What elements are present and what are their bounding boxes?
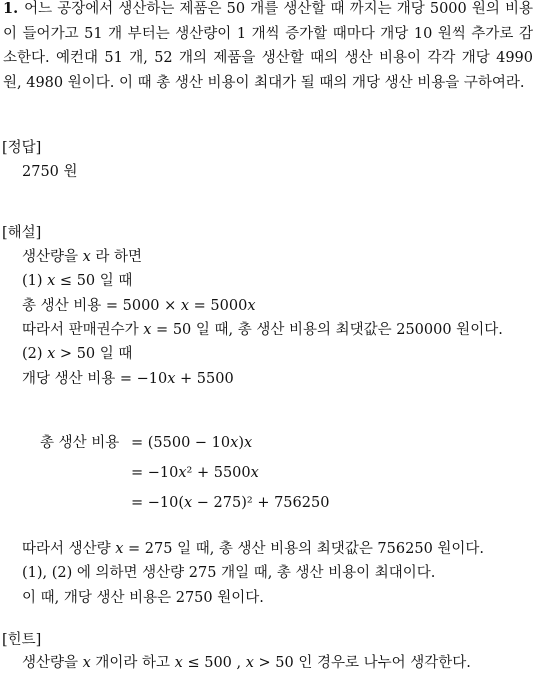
solution-line: 따라서 판매권수가 𝑥 = 50 일 때, 총 생산 비용의 최댓값은 250000 원이다. xyxy=(22,322,503,338)
solution-label: [해설] xyxy=(2,225,42,241)
problem-statement xyxy=(3,0,533,95)
problem-text: 어느 공장에서 생산하는 제품은 50 개를 생산할 때 까지는 개당 5000 원의 비용이 들어가고 51 개 부터는 생산량이 1 개씩 증가할 때마다 개당 10 원씩 추가로 감소한다. 예컨대 51 개, 52 개의 제품을 생산할 때의 생산 비용이 각각 개당 4990 원, 4980 원이다. 이 때 총 생산 비용이 최대가 될 때의 개당 생산 비용을 구하여라. xyxy=(3,1,533,91)
conclusion-line: (1), (2) 에 의하면 생산량 275 개일 때, 총 생산 비용이 최대이다. xyxy=(22,565,436,581)
conclusion-line: 이 때, 개당 생산 비용은 2750 원이다. xyxy=(22,590,264,606)
solution-line: 총 생산 비용 = 5000 × 𝑥 = 5000𝑥 xyxy=(22,298,256,314)
equation-row xyxy=(0,431,535,455)
answer-value: 2750 원 xyxy=(22,164,78,180)
equation-lhs: 총 생산 비용 xyxy=(40,435,120,451)
problem-number: 1. xyxy=(3,0,19,17)
solution-line: (1) 𝑥 ≤ 50 일 때 xyxy=(22,273,133,289)
equation-row xyxy=(0,491,535,515)
equation-rhs: = −10𝑥² + 5500𝑥 xyxy=(131,465,259,481)
equation-rhs: = −10(𝑥 − 275)² + 756250 xyxy=(131,495,330,511)
solution-line: (2) 𝑥 > 50 일 때 xyxy=(22,346,133,362)
solution-line: 생산량을 𝑥 라 하면 xyxy=(22,249,143,265)
hint-label: [힌트] xyxy=(2,632,42,648)
hint-text: 생산량을 𝑥 개이라 하고 𝑥 ≤ 500 , 𝑥 > 50 인 경우로 나누어 생각한다. xyxy=(22,655,471,671)
equation-rhs: = (5500 − 10𝑥)𝑥 xyxy=(131,435,253,451)
equation-row xyxy=(0,461,535,485)
solution-line: 개당 생산 비용 = −10𝑥 + 5500 xyxy=(22,371,234,387)
conclusion-line: 따라서 생산량 𝑥 = 275 일 때, 총 생산 비용의 최댓값은 756250 원이다. xyxy=(22,541,485,557)
answer-label: [정답] xyxy=(2,140,42,156)
